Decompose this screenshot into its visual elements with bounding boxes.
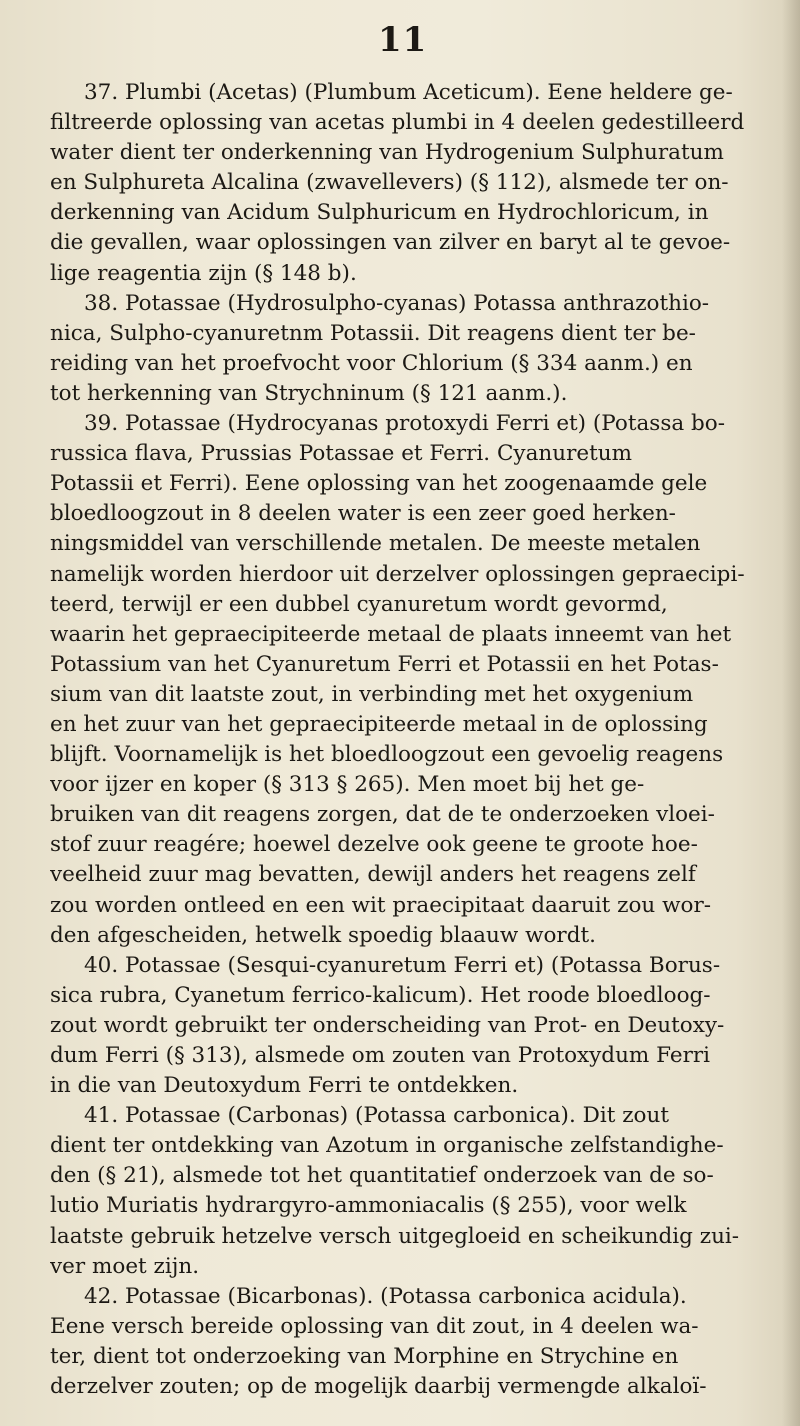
text-line: 39. Potassae (Hydrocyanas protoxydi Ferri et) (Potassa bo- xyxy=(84,411,725,437)
text-line: filtreerde oplossing van acetas plumbi in 4 deelen gedestilleerd xyxy=(50,110,745,136)
text-line: namelijk worden hierdoor uit derzelver oplossingen gepraecipi- xyxy=(50,561,745,587)
page-edge-shadow xyxy=(782,0,800,1426)
text-line: water dient ter onderkenning van Hydrogenium Sulphuratum xyxy=(50,140,724,166)
text-line: ter, dient tot onderzoeking van Morphine en Strychine en xyxy=(50,1343,679,1369)
body-text xyxy=(50,78,770,1402)
text-line: lige reagentia zijn (§ 148 b). xyxy=(50,260,357,286)
text-line: stof zuur reagére; hoewel dezelve ook geene te groote hoe- xyxy=(50,832,698,858)
text-line: lutio Muriatis hydrargyro-ammoniacalis (§ 255), voor welk xyxy=(50,1193,687,1219)
text-line: teerd, terwijl er een dubbel cyanuretum wordt gevormd, xyxy=(50,591,668,617)
text-line: veelheid zuur mag bevatten, dewijl anders het reagens zelf xyxy=(50,862,696,888)
text-line: nica, Sulpho-cyanuretnm Potassii. Dit reagens dient ter be- xyxy=(50,320,696,346)
text-line: dum Ferri (§ 313), alsmede om zouten van Protoxydum Ferri xyxy=(50,1043,711,1068)
text-line: reiding van het proefvocht voor Chlorium (§ 334 aanm.) en xyxy=(50,350,693,376)
text-line: dient ter ontdekking van Azotum in organische zelfstandighe- xyxy=(50,1133,724,1159)
text-line: derzelver zouten; op de mogelijk daarbij vermengde alkaloï- xyxy=(50,1374,707,1400)
text-line: laatste gebruik hetzelve versch uitgegloeid en scheikundig zui- xyxy=(50,1223,740,1249)
text-line: derkenning van Acidum Sulphuricum en Hydrochloricum, in xyxy=(50,200,709,226)
text-line: tot herkenning van Strychninum (§ 121 aanm.). xyxy=(50,380,568,406)
text-line: sica rubra, Cyanetum ferrico-kalicum). Het roode bloedloog- xyxy=(50,982,711,1008)
text-line: 41. Potassae (Carbonas) (Potassa carbonica). Dit zout xyxy=(84,1103,669,1129)
text-line: den afgescheiden, hetwelk spoedig blaauw wordt. xyxy=(50,922,596,948)
text-line: zout wordt gebruikt ter onderscheiding van Prot- en Deutoxy- xyxy=(50,1012,725,1038)
text-line: voor ijzer en koper (§ 313 § 265). Men moet bij het ge- xyxy=(50,772,645,798)
text-line: Eene versch bereide oplossing van dit zout, in 4 deelen wa- xyxy=(50,1313,699,1339)
text-line: en Sulphureta Alcalina (zwavellevers) (§ 112), alsmede ter on- xyxy=(50,170,729,196)
text-line: ver moet zijn. xyxy=(50,1253,200,1279)
text-line: en het zuur van het gepraecipiteerde metaal in de oplossing xyxy=(50,711,708,737)
text-line: 40. Potassae (Sesqui-cyanuretum Ferri et) (Potassa Borus- xyxy=(84,952,721,978)
text-line: sium van dit laatste zout, in verbinding met het oxygenium xyxy=(50,681,694,707)
text-line: ningsmiddel van verschillende metalen. De meeste metalen xyxy=(50,531,701,557)
text-line: 37. Plumbi (Acetas) (Plumbum Aceticum). Eene heldere ge- xyxy=(84,80,733,105)
text-line: russica flava, Prussias Potassae et Ferri. Cyanuretum xyxy=(50,441,632,467)
text-line: Potassii et Ferri). Eene oplossing van het zoogenaamde gele xyxy=(50,471,708,497)
text-line: Potassium van het Cyanuretum Ferri et Potassii en het Potas- xyxy=(50,651,719,677)
text-line: waarin het gepraecipiteerde metaal de plaats inneemt van het xyxy=(50,621,732,647)
text-line: die gevallen, waar oplossingen van zilver en baryt al te gevoe- xyxy=(50,230,731,256)
text-line: in die van Deutoxydum Ferri te ontdekken. xyxy=(50,1073,519,1099)
text-line: bruiken van dit reagens zorgen, dat de te onderzoeken vloei- xyxy=(50,802,715,828)
text-line: 38. Potassae (Hydrosulpho-cyanas) Potassa anthrazothio- xyxy=(84,290,710,316)
page-number: 11 xyxy=(378,20,428,60)
text-line: den (§ 21), alsmede tot het quantitatief onderzoek van de so- xyxy=(50,1163,714,1189)
text-line: 42. Potassae (Bicarbonas). (Potassa carbonica acidula). xyxy=(84,1283,687,1309)
text-line: blijft. Voornamelijk is het bloedloogzout een gevoelig reagens xyxy=(50,742,724,768)
text-line: bloedloogzout in 8 deelen water is een zeer goed herken- xyxy=(50,501,676,527)
text-line: zou worden ontleed en een wit praecipitaat daaruit zou wor- xyxy=(50,892,711,918)
